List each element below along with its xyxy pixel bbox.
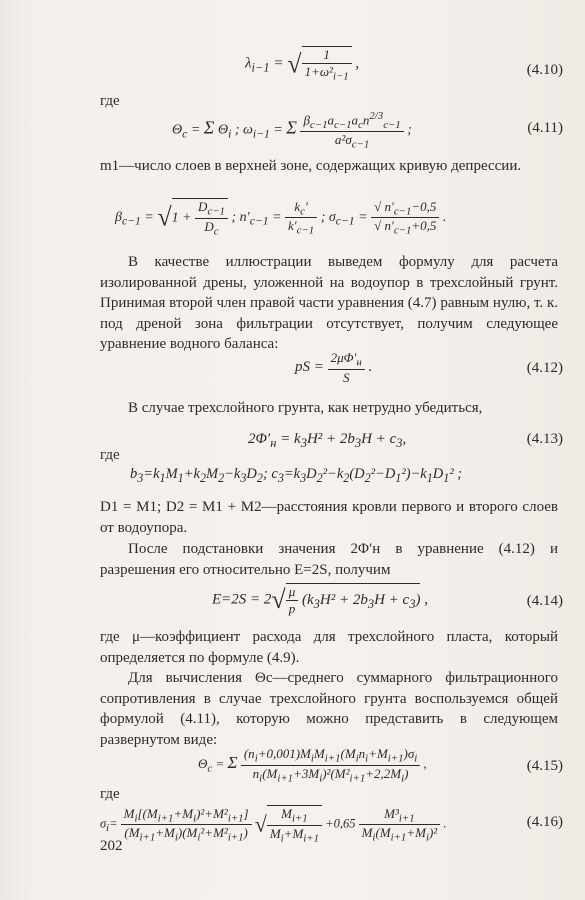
eq-number-4-15: (4.15)	[526, 758, 563, 774]
formula-4-15: $\Theta_c = \Sigma$ $\frac{(n_i+0,001)M_iM_{i+1}(M_in_i+M_{i+1})\sigma_i}{n_i(M_{i+1}+3M_i)^2(M^2_{i+1}+2,2M_i)}$ ,	[198, 746, 427, 785]
label-gde-3: где	[100, 786, 120, 802]
formula-4-13: $2\Phi'_н = k_3H^2 + 2b_3H + c_3$,	[248, 431, 407, 450]
formula-4-14: E=2S = 2√ $\frac{\mu}{p}$ $(k_3H^2 + 2b_3H + c_3)$ ,	[212, 584, 428, 616]
paragraph-theta: Для вычисления Θc—среднего суммарного фильтрационного сопротивления в случае трехслойного грунта воспользуемся общей формулой (4.11), которую можно представить в следующем развернутом виде:	[100, 670, 558, 748]
formula-b3-c3: $b_3=k_1M_1+k_2M_2-k_3D_2$; $c_3=k_3D_2^2-k_2(D_2^2-D_1^2)-k_1D_1^2$ ;	[130, 466, 463, 485]
page-number: 202	[100, 838, 123, 854]
paragraph-mu: где μ—коэффициент расхода для трехслойного пласта, который определяется по формуле (4.9).	[100, 629, 558, 666]
eq-number-4-12: (4.12)	[526, 360, 563, 376]
formula-4-12: pS = $\frac{2\mu\Phi'_н}{S}$ .	[295, 350, 373, 385]
formula-4-16: $\sigma_i=$ $\frac{M_i[(M_{i+1}+M_i)^2+M^2_{i+1}]}{(M_{i+1}+M_i)(M_i^2+M^2_{i+1})}$ √ $\frac{M_{i+1}}{M_i+M_{i+1}}$ +0,65 $\frac{M^3_{i+1}}{M_i(M_{i+1}+M_i)^2}$ .	[100, 805, 447, 845]
eq-number-4-14: (4.14)	[526, 593, 563, 609]
formula-beta-n-sigma: $\beta_{c-1} = √1$ + $\frac{D_{c-1}}{D_c}$ ; $n'_{c-1}$ = $\frac{k_c'}{k'_{c-1}}$ ; $\sigma_{c-1}$ = $\frac{√ n'_{c-1}-0,5}{√ n'_{c-1}+0,5}$ .	[115, 198, 447, 238]
eq-number-4-13: (4.13)	[526, 431, 563, 447]
paragraph-D: D1 = M1; D2 = M1 + M2—расстояния кровли первого и второго слоев от водоупора.	[100, 499, 558, 536]
paragraph-substitution: После подстановки значения 2Φ′н в уравнение (4.12) и разрешения его относительно E=2S, получим	[100, 541, 558, 578]
paragraph-three-layer: В случае трехслойного грунта, как нетрудно убедиться,	[128, 400, 483, 416]
eq-number-4-16: (4.16)	[526, 814, 563, 830]
eq-number-4-11: (4.11)	[527, 120, 563, 136]
formula-4-11: $\Theta_c = \Sigma$ $\Theta_i$ ; $\omega_{i-1} = \Sigma$ $\frac{\beta_{c-1}a_{c-1}a_cn^{2/3}_{c-1}}{a^2\sigma_{c-1}}$ ;	[172, 110, 412, 151]
paragraph-illustration: В качестве иллюстрации выведем формулу для расчета изолированной дрены, уложенной на водоупор в трехслойный грунт. Принимая второй член правой части уравнения (4.7) равным нулю, т. к. под дреной зона фильтрации отсутствует, получим следующее уравнение водного баланса:	[100, 254, 558, 352]
label-gde-2: где	[100, 447, 120, 463]
formula-4-10: $\lambda_{i-1}$ = √ $\frac{1}{1+\omega^2_{i-1}}$ ,	[245, 47, 360, 83]
eq-number-4-10: (4.10)	[526, 62, 563, 78]
label-gde-1: где	[100, 93, 120, 109]
paragraph-m1: m1—число слоев в верхней зоне, содержащих кривую депрессии.	[100, 158, 522, 174]
